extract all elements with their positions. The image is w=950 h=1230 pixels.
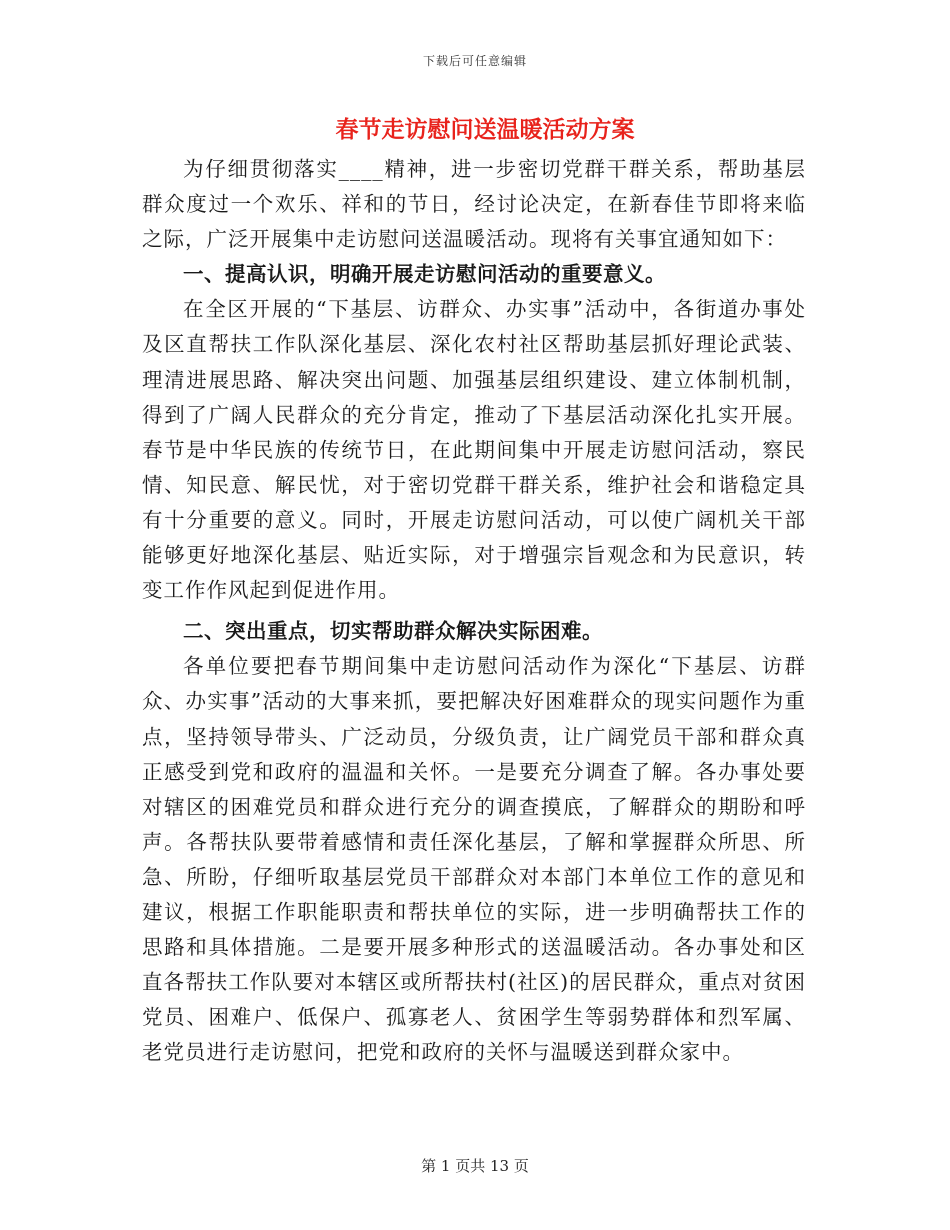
intro-paragraph: 为仔细贯彻落实____精神，进一步密切党群干群关系，帮助基层群众度过一个欢乐、祥和的节日，经讨论决定，在新春佳节即将来临之际，广泛开展集中走访慰问送温暖活动。现将有关事宜通知如下： <box>142 157 806 252</box>
section-2-heading: 二、突出重点，切实帮助群众解决实际困难。 <box>183 619 603 644</box>
document-title: 春节走访慰问送温暖活动方案 <box>335 116 635 143</box>
section-1-paragraph: 在全区开展的“下基层、访群众、办实事”活动中，各街道办事处及区直帮扶工作队深化基层、深化农村社区帮助基层抓好理论武装、理清进展思路、解决突出问题、加强基层组织建设、建立体制机制，得到了广阔人民群众的充分肯定，推动了下基层活动深化扎实开展。春节是中华民族的传统节日，在此期间集中开展走访慰问活动，察民情、知民意、解民忧，对于密切党群干群关系，维护社会和谐稳定具有十分重要的意义。同时，开展走访慰问活动，可以使广阔机关干部能够更好地深化基层、贴近实际，对于增强宗旨观念和为民意识，转变工作作风起到促进作用。 <box>142 297 806 603</box>
section-2-paragraph: 各单位要把春节期间集中走访慰问活动作为深化“下基层、访群众、办实事”活动的大事来抓，要把解决好困难群众的现实问题作为重点，坚持领导带头、广泛动员，分级负责，让广阔党员干部和群众真正感受到党和政府的温温和关怀。一是要充分调查了解。各办事处要对辖区的困难党员和群众进行充分的调查摸底，了解群众的期盼和呼声。各帮扶队要带着感情和责任深化基层，了解和掌握群众所思、所急、所盼，仔细听取基层党员干部群众对本部门本单位工作的意见和建议，根据工作职能职责和帮扶单位的实际，进一步明确帮扶工作的思路和具体措施。二是要开展多种形式的送温暖活动。各办事处和区直各帮扶工作队要对本辖区或所帮扶村(社区)的居民群众，重点对贫困党员、困难户、低保户、孤寡老人、贫困学生等弱势群体和烈军属、老党员进行走访慰问，把党和政府的关怀与温暖送到群众家中。 <box>142 654 806 1065</box>
document-body <box>142 110 806 1070</box>
header-note: 下载后可任意编辑 <box>422 54 527 68</box>
page-indicator: 第 1 页共 13 页 <box>421 1157 529 1175</box>
section-1-heading: 一、提高认识，明确开展走访慰问活动的重要意义。 <box>183 262 666 287</box>
